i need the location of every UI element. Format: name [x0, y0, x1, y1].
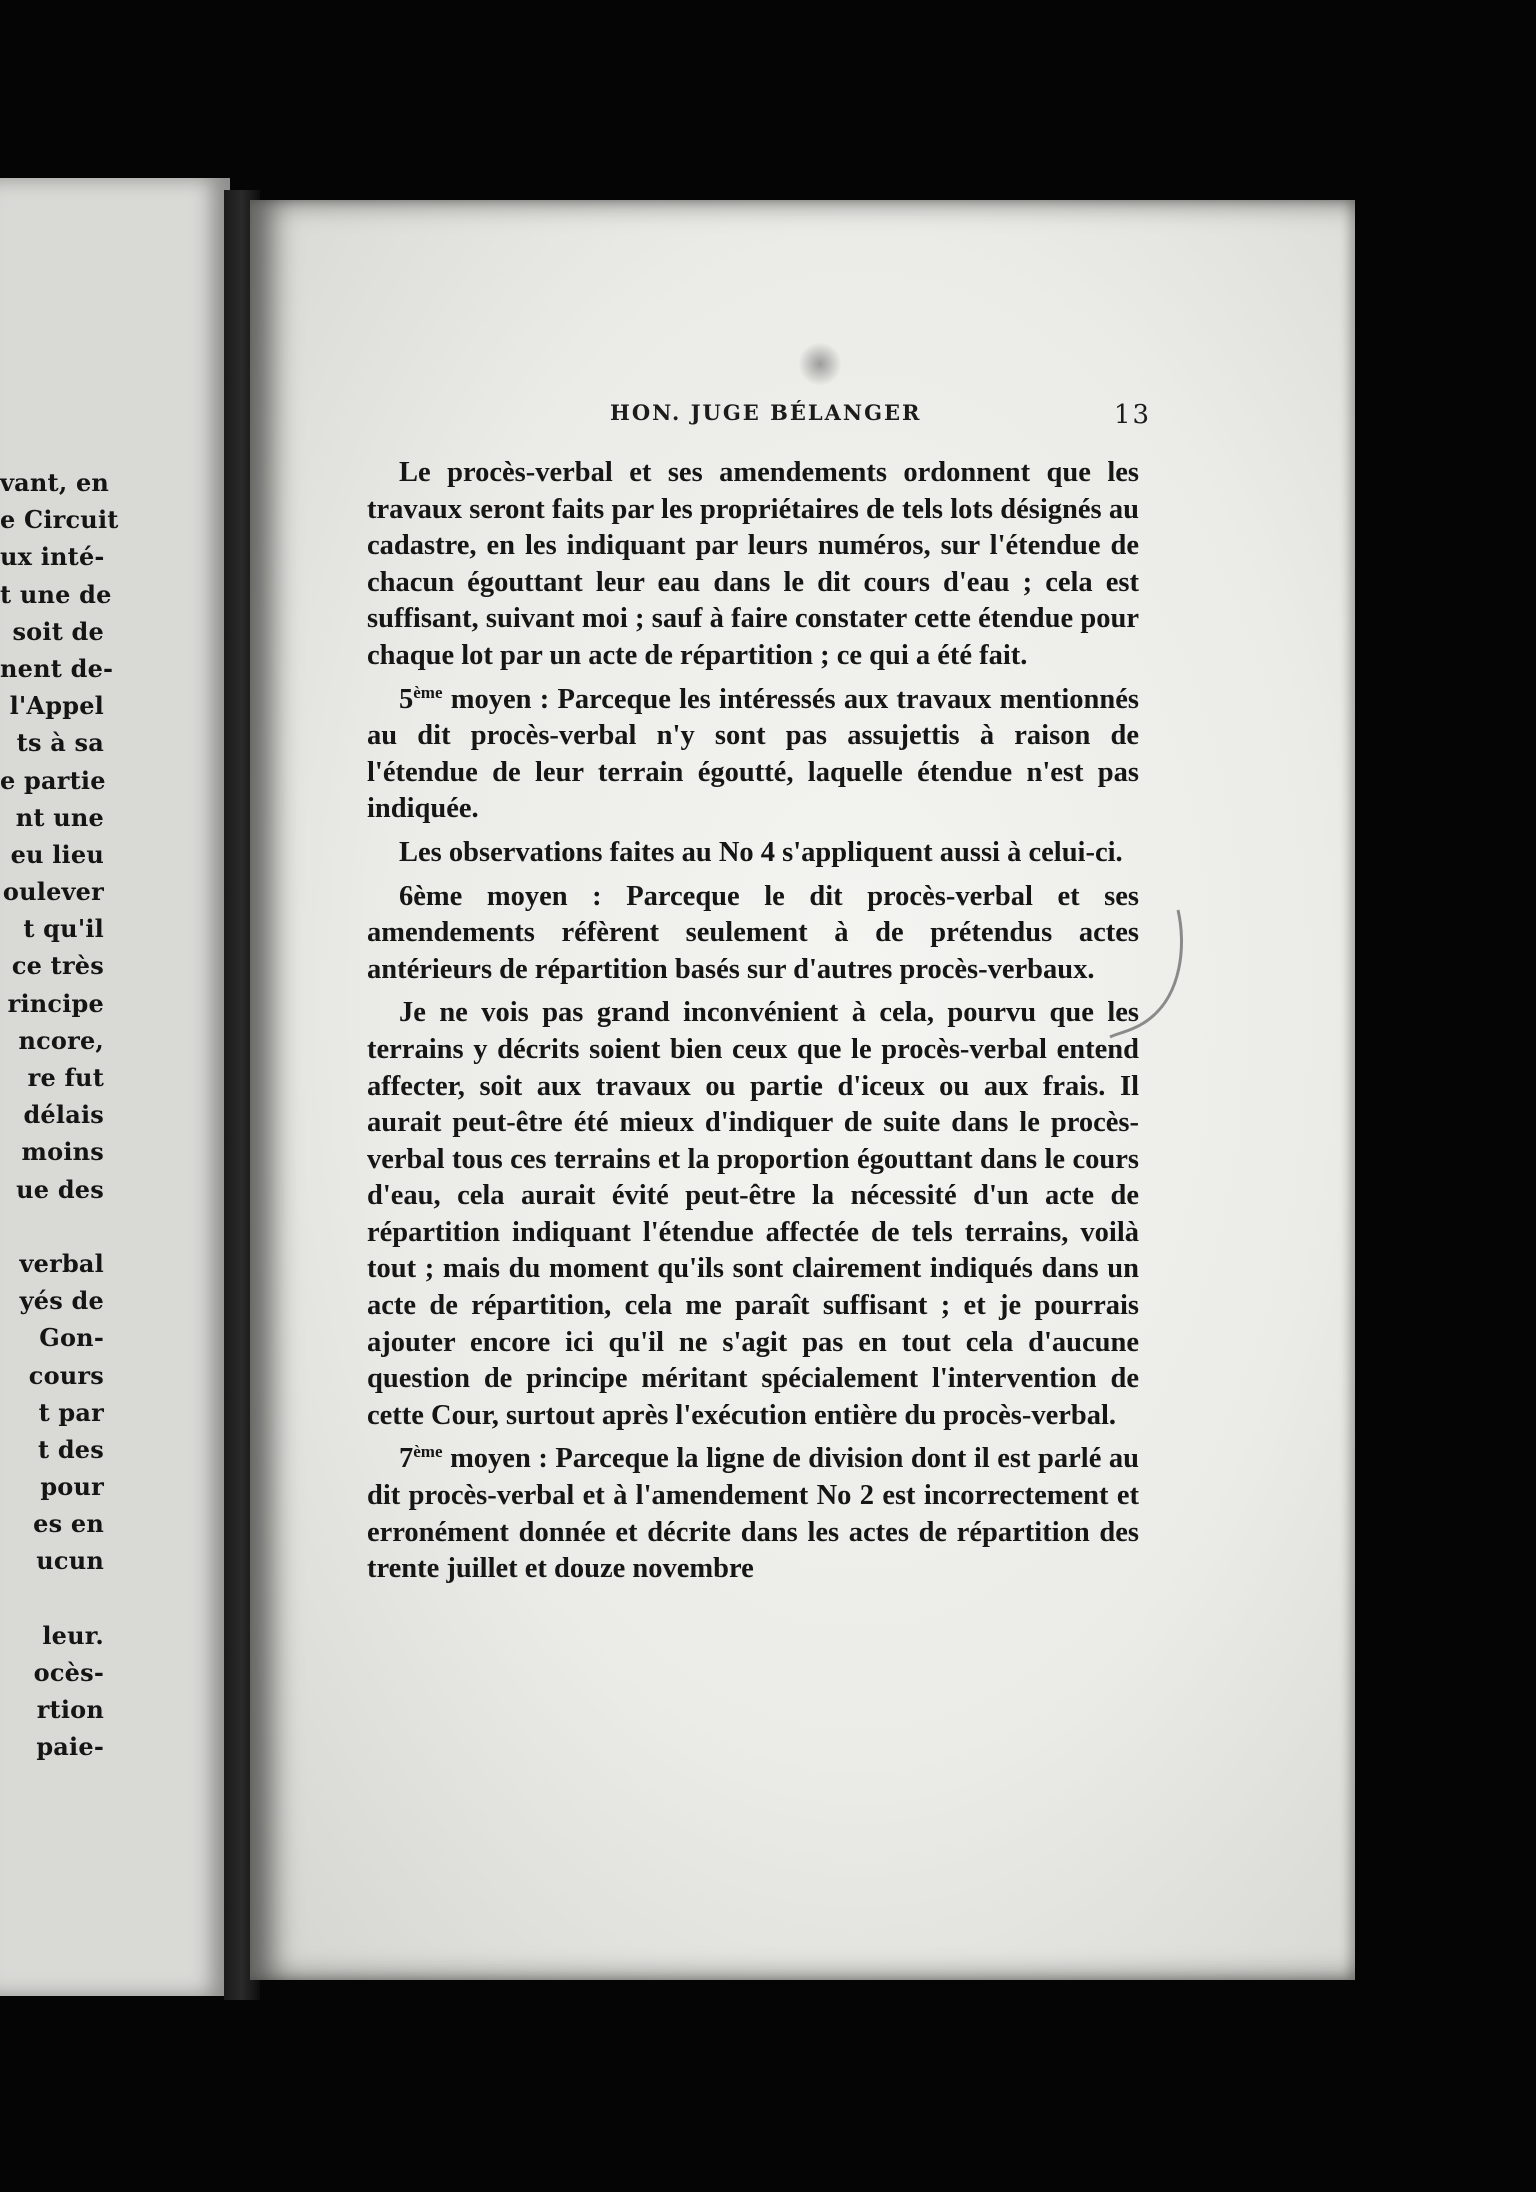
left-page-line: ncore, [18, 1025, 104, 1055]
running-head: HON. JUGE BÉLANGER [610, 400, 922, 425]
paragraph-2 [367, 682, 1139, 828]
left-page-line: t qu'il [23, 914, 104, 944]
left-page-line: nent de- [0, 653, 114, 683]
page-number: 13 [1114, 400, 1152, 430]
left-page-line: yés de [19, 1286, 104, 1316]
paragraph-5: Je ne vois pas grand inconvénient à cela, pourvu que les terrains y décrits soient bien ceux que le procès-verbal entend affecter, soit aux travaux ou partie d'iceux ou aux frais. Il aurait peut-être été mieux d'indiquer de suite dans le procès-verbal tous ces terrains et la proportion égouttant dans le cours d'eau, cela aurait évité peut-être la nécessité d'un acte de répartition indiquant l'étendue affectée de tels terrains, voilà tout ; mais du moment qu'ils sont clairement indiqués dans un acte de répartition, cela me paraît suffisant ; et je pourrais ajouter encore ici qu'il ne s'agit pas en tout cela d'aucune question de principe méritant spécialement l'intervention de cette Cour, surtout après l'exécution entière du procès-verbal. [367, 997, 1139, 1431]
moyen-7-suffix: ème [413, 1442, 443, 1462]
left-page-line: rincipe [7, 988, 104, 1018]
paragraph-6 [367, 1441, 1139, 1587]
moyen-5-suffix: ème [413, 682, 443, 702]
left-page-line: t une de [0, 579, 112, 609]
left-page-line: e partie [0, 765, 106, 795]
left-page-line: vant, en [0, 468, 110, 497]
left-page-line: ue des [16, 1174, 104, 1204]
moyen-5-number: 5 [399, 683, 414, 715]
right-page [250, 200, 1355, 1980]
left-page-line: ce très [11, 951, 104, 981]
paragraph-1: Le procès-verbal et ses amendements ordonnent que les travaux seront faits par les propriétaires de tels lots désignés au cadastre, en les indiquant par leurs numéros, sur l'étendue de chacun égouttant leur eau dans le dit cours d'eau ; cela est suffisant, suivant moi ; sauf à faire constater cette étendue pour chaque lot par un acte de répartition ; ce qui a été fait. [367, 457, 1139, 671]
left-facing-page [0, 178, 230, 1996]
ink-smudge [798, 342, 842, 386]
left-page-line: soit de [12, 616, 104, 646]
left-page-line: e Circuit [0, 505, 119, 535]
left-page-line: es en [33, 1509, 104, 1539]
left-page-line: ocès- [33, 1658, 104, 1687]
left-page-line: leur. [42, 1620, 104, 1650]
left-page-line: délais [23, 1100, 104, 1130]
left-page-line: l'Appel [9, 691, 104, 721]
left-page-line: Gon- [39, 1323, 104, 1353]
left-page-line: t des [37, 1434, 104, 1464]
left-page-line: moins [21, 1137, 104, 1167]
left-page-line: paie- [36, 1732, 104, 1762]
left-page-line: verbal [19, 1248, 104, 1278]
left-page-line: oulever [2, 877, 104, 907]
left-page-text [0, 464, 230, 1766]
left-page-line: ts à sa [16, 728, 104, 758]
left-page-line: eu lieu [10, 839, 104, 869]
margin-pencil-mark [1108, 905, 1198, 1075]
left-page-line: ucun [36, 1546, 104, 1576]
moyen-7-number: 7 [399, 1443, 414, 1475]
moyen-7-text: moyen : Parceque la ligne de division dont il est parlé au dit procès-verbal et à l'amendement No 2 est incorrectement et erronément donnée et décrite dans les actes de répartition des trente juillet et douze novembre [367, 1443, 1139, 1585]
left-page-line: t par [38, 1397, 104, 1427]
left-page-line: re fut [27, 1063, 104, 1092]
paragraph-3: Les observations faites au No 4 s'appliquent aussi à celui-ci. [399, 836, 1123, 868]
left-page-line: cours [28, 1360, 104, 1390]
left-page-line: pour [40, 1472, 104, 1502]
left-page-line: nt une [15, 802, 104, 832]
body-text [367, 455, 1139, 1595]
left-page-line: rtion [36, 1695, 104, 1725]
left-page-line: ux inté- [0, 542, 105, 572]
paragraph-4: 6ème moyen : Parceque le dit procès-verbal et ses amendements réfèrent seulement à de prétendus actes antérieurs de répartition basés sur d'autres procès-verbaux. [367, 880, 1139, 985]
left-page-line [0, 1580, 104, 1617]
left-page-line [0, 1208, 104, 1245]
moyen-5-text: moyen : Parceque les intéressés aux travaux mentionnés au dit procès-verbal n'y sont pas assujettis à raison de l'étendue de leur terrain égoutté, laquelle étendue n'est pas indiquée. [367, 683, 1139, 825]
